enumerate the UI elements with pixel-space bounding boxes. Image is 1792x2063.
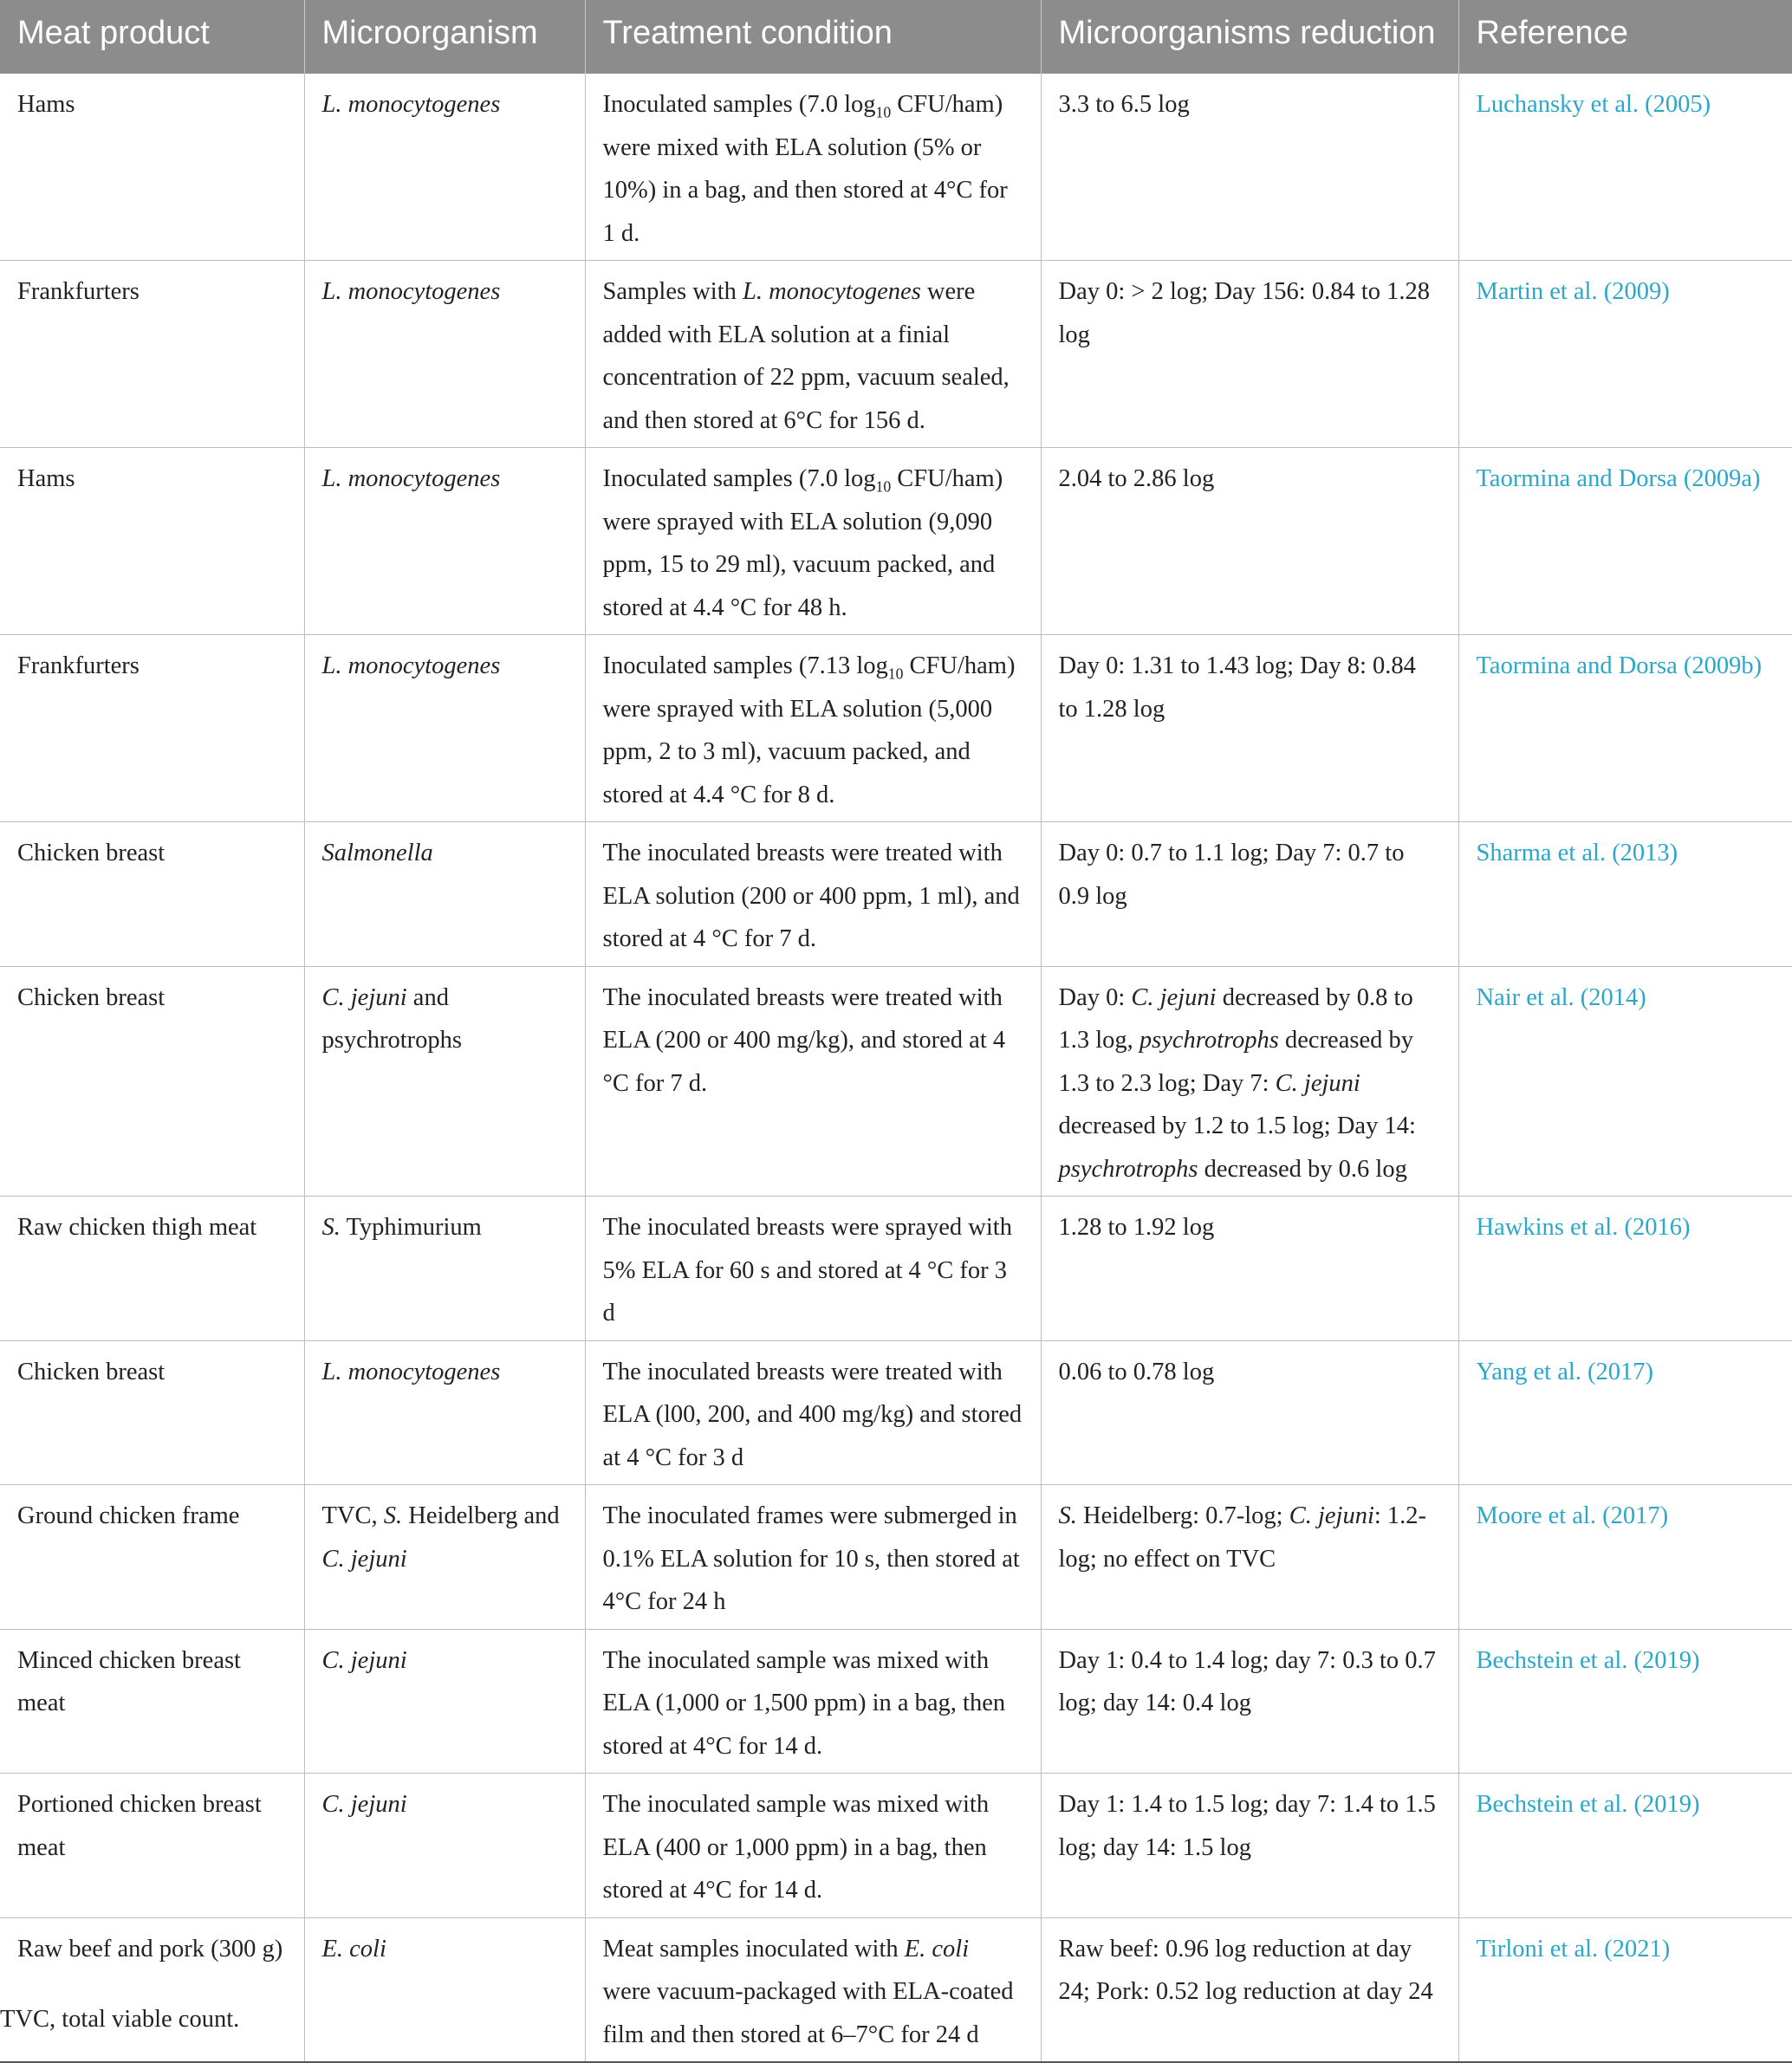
cell-meat-product: Chicken breast xyxy=(0,822,304,967)
reference-link[interactable]: Martin et al. (2009) xyxy=(1458,261,1792,448)
text-segment: decreased by 0.6 log xyxy=(1198,1155,1407,1183)
text-segment: Inoculated samples (7.13 log xyxy=(602,652,888,679)
italic-text: psychrotrophs xyxy=(1058,1155,1198,1183)
subscript-text: 10 xyxy=(875,103,892,121)
text-segment: The inoculated sample was mixed with ELA (400 or 1,000 ppm) in a bag, then stored at 4°C for 14 d. xyxy=(602,1791,990,1904)
subscript-text: 10 xyxy=(887,665,904,683)
table-row xyxy=(0,448,1792,635)
text-segment: Inoculated samples (7.0 log xyxy=(602,465,876,492)
reference-link[interactable]: Hawkins et al. (2016) xyxy=(1458,1197,1792,1341)
text-segment: Day 0: xyxy=(1058,983,1132,1011)
reference-link[interactable]: Yang et al. (2017) xyxy=(1458,1340,1792,1485)
text-segment: The inoculated breasts were sprayed with 5% ELA for 60 s and stored at 4 °C for 3 d xyxy=(602,1214,1012,1327)
italic-text: L. monocytogenes xyxy=(321,91,501,118)
cell-meat-product: Portioned chicken breast meat xyxy=(0,1774,304,1918)
reference-link[interactable]: Moore et al. (2017) xyxy=(1458,1485,1792,1630)
reference-link[interactable]: Bechstein et al. (2019) xyxy=(1458,1774,1792,1918)
italic-text: C. jejuni xyxy=(1131,983,1217,1011)
cell-treatment-condition xyxy=(585,261,1041,448)
italic-text: C. jejuni xyxy=(321,1791,407,1818)
cell-meat-product: Frankfurters xyxy=(0,635,304,822)
cell-reduction xyxy=(1041,448,1458,635)
text-segment: TVC, xyxy=(321,1502,384,1529)
cell-meat-product: Ground chicken frame xyxy=(0,1485,304,1630)
italic-text: S. xyxy=(383,1502,403,1529)
cell-microorganism xyxy=(304,261,585,448)
cell-meat-product: Hams xyxy=(0,448,304,635)
table-row xyxy=(0,1774,1792,1918)
text-segment: 0.06 to 0.78 log xyxy=(1058,1358,1215,1385)
cell-microorganism xyxy=(304,635,585,822)
italic-text: L. monocytogenes xyxy=(321,278,501,305)
text-segment: were added with ELA solution at a finial concentration of 22 ppm, vacuum sealed, and then stored at 6°C for 156 d. xyxy=(602,278,1010,434)
header-microorganism: Microorganism xyxy=(304,0,585,74)
subscript-text: 10 xyxy=(875,477,892,496)
header-microorganisms-reduction: Microorganisms reduction xyxy=(1041,0,1458,74)
reference-link[interactable]: Taormina and Dorsa (2009b) xyxy=(1458,635,1792,822)
text-segment: Typhimurium xyxy=(340,1214,482,1241)
text-segment: Day 0: > 2 log; Day 156: 0.84 to 1.28 log xyxy=(1058,278,1431,348)
cell-reduction xyxy=(1041,966,1458,1197)
text-segment: Samples with xyxy=(602,278,743,305)
cell-reduction xyxy=(1041,1629,1458,1774)
italic-text: C. jejuni xyxy=(1275,1069,1360,1097)
cell-treatment-condition xyxy=(585,1917,1041,2062)
italic-text: C. jejuni xyxy=(321,983,407,1011)
text-segment: 2.04 to 2.86 log xyxy=(1058,465,1215,492)
italic-text: E. coli xyxy=(321,1935,386,1962)
table-row xyxy=(0,1340,1792,1485)
table-row xyxy=(0,1917,1792,2062)
text-segment: The inoculated frames were submerged in 0.1% ELA solution for 10 s, then stored at 4°C for 24 h xyxy=(602,1502,1020,1615)
cell-treatment-condition xyxy=(585,635,1041,822)
text-segment: CFU/ham) were sprayed with ELA solution (9,090 ppm, 15 to 29 ml), vacuum packed, and stored at 4.4 °C for 48 h. xyxy=(602,465,1003,621)
text-segment: Day 0: 1.31 to 1.43 log; Day 8: 0.84 to 1.28 log xyxy=(1058,652,1416,723)
italic-text: S. xyxy=(1058,1502,1077,1529)
italic-text: L. monocytogenes xyxy=(321,652,501,679)
cell-treatment-condition xyxy=(585,1774,1041,1918)
cell-meat-product: Chicken breast xyxy=(0,966,304,1197)
table-row xyxy=(0,261,1792,448)
text-segment: decreased by 0.8 to 1.3 log, xyxy=(1058,983,1413,1054)
table-footnote: TVC, total viable count. xyxy=(0,2006,240,2033)
text-segment: The inoculated breasts were treated with ELA (200 or 400 mg/kg), and stored at 4 °C for 7 d. xyxy=(602,983,1006,1097)
table-row xyxy=(0,1197,1792,1341)
cell-microorganism xyxy=(304,1917,585,2062)
italic-text: C. jejuni xyxy=(1289,1502,1374,1529)
italic-text: C. jejuni xyxy=(321,1646,407,1674)
cell-meat-product: Frankfurters xyxy=(0,261,304,448)
text-segment: CFU/ham) were sprayed with ELA solution (5,000 ppm, 2 to 3 ml), vacuum packed, and stored at 4.4 °C for 8 d. xyxy=(602,652,1016,808)
cell-treatment-condition xyxy=(585,74,1041,261)
text-segment: CFU/ham) were mixed with ELA solution (5% or 10%) in a bag, and then stored at 4°C for 1 d. xyxy=(602,91,1008,247)
text-segment: Day 1: 1.4 to 1.5 log; day 7: 1.4 to 1.5 log; day 14: 1.5 log xyxy=(1058,1791,1436,1861)
italic-text: L. monocytogenes xyxy=(321,1358,501,1385)
table-header xyxy=(0,0,1792,74)
reference-link[interactable]: Nair et al. (2014) xyxy=(1458,966,1792,1197)
text-segment: Day 0: 0.7 to 1.1 log; Day 7: 0.7 to 0.9 log xyxy=(1058,840,1405,910)
cell-reduction xyxy=(1041,1340,1458,1485)
cell-microorganism xyxy=(304,1774,585,1918)
header-reference: Reference xyxy=(1458,0,1792,74)
text-segment: Heidelberg: 0.7-log; xyxy=(1076,1502,1289,1529)
reference-link[interactable]: Luchansky et al. (2005) xyxy=(1458,74,1792,261)
cell-treatment-condition xyxy=(585,966,1041,1197)
text-segment: Raw beef: 0.96 log reduction at day 24; Pork: 0.52 log reduction at day 24 xyxy=(1058,1935,1433,2005)
cell-meat-product: Chicken breast xyxy=(0,1340,304,1485)
cell-reduction xyxy=(1041,261,1458,448)
text-segment: : 1.2-log; no effect on TVC xyxy=(1058,1502,1427,1573)
cell-meat-product: Raw chicken thigh meat xyxy=(0,1197,304,1341)
italic-text: S. xyxy=(321,1214,341,1241)
text-segment: 3.3 to 6.5 log xyxy=(1058,91,1190,118)
cell-reduction xyxy=(1041,1917,1458,2062)
cell-microorganism xyxy=(304,1629,585,1774)
cell-reduction xyxy=(1041,1485,1458,1630)
table-row xyxy=(0,966,1792,1197)
table-row xyxy=(0,1629,1792,1774)
cell-reduction xyxy=(1041,635,1458,822)
text-segment: were vacuum-packaged with ELA-coated film and then stored at 6–7°C for 24 d xyxy=(602,1978,1014,2048)
cell-microorganism xyxy=(304,1340,585,1485)
cell-reduction xyxy=(1041,1197,1458,1341)
cell-treatment-condition xyxy=(585,1340,1041,1485)
italic-text: L. monocytogenes xyxy=(743,278,921,305)
italic-text: psychrotrophs xyxy=(1139,1027,1279,1054)
text-segment: Heidelberg and xyxy=(402,1502,560,1529)
table-row xyxy=(0,822,1792,967)
cell-treatment-condition xyxy=(585,1629,1041,1774)
cell-treatment-condition xyxy=(585,1485,1041,1630)
text-segment: decreased by 1.3 to 2.3 log; Day 7: xyxy=(1058,1027,1413,1097)
cell-treatment-condition xyxy=(585,448,1041,635)
text-segment: The inoculated sample was mixed with ELA (1,000 or 1,500 ppm) in a bag, then stored at 4°C for 14 d. xyxy=(602,1646,1006,1760)
cell-microorganism xyxy=(304,1485,585,1630)
header-row xyxy=(0,0,1792,74)
cell-reduction xyxy=(1041,822,1458,967)
reference-link[interactable]: Sharma et al. (2013) xyxy=(1458,822,1792,967)
cell-meat-product: Hams xyxy=(0,74,304,261)
table-row xyxy=(0,74,1792,261)
italic-text: L. monocytogenes xyxy=(321,465,501,492)
cell-treatment-condition xyxy=(585,1197,1041,1341)
reference-link[interactable]: Tirloni et al. (2021) xyxy=(1458,1917,1792,2062)
cell-microorganism xyxy=(304,1197,585,1341)
header-meat-product: Meat product xyxy=(0,0,304,74)
cell-meat-product: Minced chicken breast meat xyxy=(0,1629,304,1774)
text-segment: and psychrotrophs xyxy=(321,983,462,1054)
cell-microorganism xyxy=(304,448,585,635)
text-segment: Meat samples inoculated with xyxy=(602,1935,905,1962)
cell-reduction xyxy=(1041,1774,1458,1918)
italic-text: C. jejuni xyxy=(321,1545,407,1573)
text-segment: Day 1: 0.4 to 1.4 log; day 7: 0.3 to 0.7 log; day 14: 0.4 log xyxy=(1058,1646,1436,1716)
cell-reduction xyxy=(1041,74,1458,261)
text-segment: 1.28 to 1.92 log xyxy=(1058,1214,1215,1241)
italic-text: E. coli xyxy=(904,1935,970,1962)
text-segment: decreased by 1.2 to 1.5 log; Day 14: xyxy=(1058,1113,1416,1139)
table-body xyxy=(0,74,1792,2062)
italic-text: Salmonella xyxy=(321,840,433,866)
text-segment: The inoculated breasts were treated with ELA solution (200 or 400 ppm, 1 ml), and stored at 4 °C for 7 d. xyxy=(602,840,1020,952)
cell-microorganism xyxy=(304,74,585,261)
cell-microorganism xyxy=(304,822,585,967)
table-row xyxy=(0,635,1792,822)
reference-link[interactable]: Bechstein et al. (2019) xyxy=(1458,1629,1792,1774)
text-segment: Inoculated samples (7.0 log xyxy=(602,91,876,118)
cell-microorganism xyxy=(304,966,585,1197)
cell-treatment-condition xyxy=(585,822,1041,967)
table-row xyxy=(0,1485,1792,1630)
text-segment: The inoculated breasts were treated with ELA (l00, 200, and 400 mg/kg) and stored at 4 °C for 3 d xyxy=(602,1358,1023,1471)
header-treatment-condition: Treatment condition xyxy=(585,0,1041,74)
reference-link[interactable]: Taormina and Dorsa (2009a) xyxy=(1458,448,1792,635)
cell-meat-product: Raw beef and pork (300 g) xyxy=(0,1917,304,2062)
